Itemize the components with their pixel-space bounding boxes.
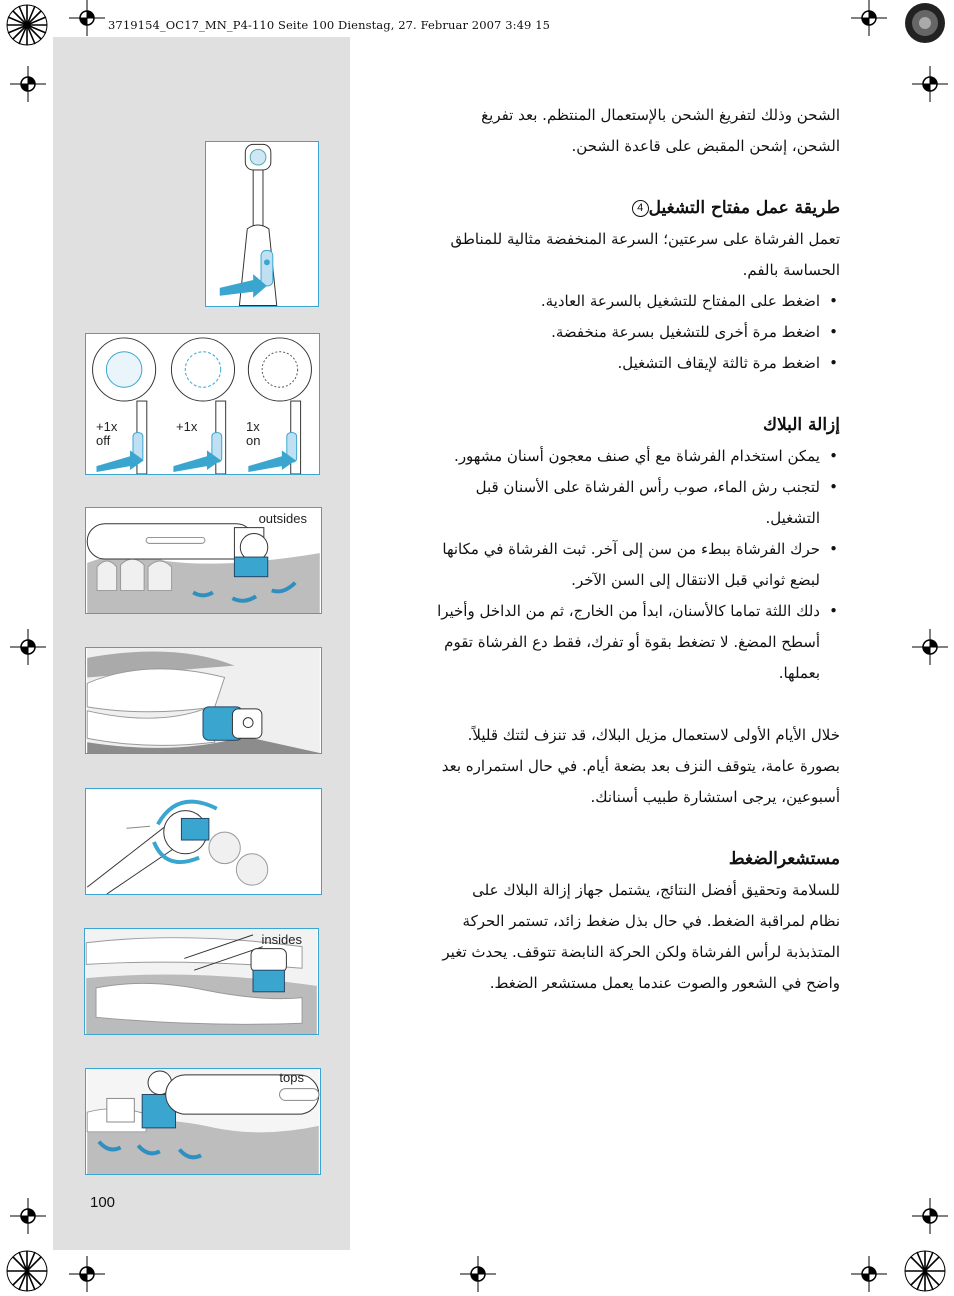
switch-bullets [410,286,840,379]
arabic-text-column [410,100,840,999]
bleeding-para-line-3: أسبوعين، يرجى استشارة طبيب أسنانك. [590,788,840,806]
figure-insides [84,928,319,1035]
list-item [410,596,840,689]
color-rosette-bottom-left [6,1250,48,1292]
registration-mark-bottom-1 [69,1256,105,1292]
list-item-line: • يمكن استخدام الفرشاة مع أي صنف معجون أسنان مشهور. [454,447,820,465]
registration-mark-top-2 [851,0,887,36]
list-item-line: • لتجنب رش الماء، صوب رأس الفرشاة على الأسنان قبل [475,478,820,496]
spacer [410,379,840,410]
registration-mark-right-2 [912,629,948,665]
registration-mark-bottom-2 [460,1256,496,1292]
list-item [410,534,840,596]
list-item-line: التشغيل. [765,509,820,527]
intro-line-2: الشحن، إشحن المقبض على قاعدة الشحن. [571,137,840,155]
figure-speed-modes [85,333,320,475]
outsides-label: outsides [258,511,307,526]
registration-mark-left-1 [10,66,46,102]
pressure-para-line-4: واضح في الشعور والصوت عندما يعمل مستشعر الضغط. [489,974,840,992]
bleeding-para-line-1: خلال الأيام الأولى لاستعمال مزيل البلاك، قد تنزف لثتك قليلاً. [467,726,840,744]
speed-modes-illustration [86,334,319,474]
print-slug-header: 3719154_OC17_MN_P4-110 Seite 100 Dienstag, 27. Februar 2007 3:49 15 [108,18,551,32]
list-item: • اضغط مرة أخرى للتشغيل بسرعة منخفضة. [410,317,840,348]
color-rosette-top-left [6,4,48,46]
list-item [410,472,840,534]
switch-para-line-1: تعمل الفرشاة على سرعتين؛ السرعة المنخفضة مثالية للمناطق [450,230,840,248]
switch-para-line-2: الحساسة بالفم. [742,261,840,279]
registration-mark-right-1 [912,66,948,102]
registration-mark-bottom-3 [851,1256,887,1292]
list-item [410,441,840,472]
registration-mark-left-2 [10,629,46,665]
figure-tops [85,1068,321,1175]
mode-label-3 [246,420,260,448]
list-item: • اضغط على المفتاح للتشغيل بالسرعة العادية. [410,286,840,317]
section-pressure-title: مستشعرالضغط [728,849,840,869]
figure-teeth-front [85,647,322,754]
teeth-front-illustration [86,648,321,753]
mode-label-2 [176,420,197,434]
rotating-head-illustration [86,789,321,894]
section-plaque-title: إزالة البلاك [762,415,840,435]
toothbrush-handle-illustration [206,142,318,306]
list-item-line: • دلك اللثة تماما كالأسنان، ابدأ من الخارج، ثم من الداخل وأخيرا [437,602,820,620]
mode-label-1-line1: +1x [96,419,118,434]
color-rosette-bottom-right [904,1250,946,1292]
section-switch-title-text: طريقة عمل مفتاح التشغيل [648,198,840,218]
spacer [410,162,840,193]
registration-mark-left-3 [10,1198,46,1234]
figure-outsides [85,507,322,614]
list-item-line: لبضع ثواني قبل الانتقال إلى السن الآخر. [571,571,820,589]
spacer [410,689,840,720]
pressure-para-line-2: نظام لمراقبة الضغط. في حال بذل ضغط زائد، تستمر الحركة [462,912,840,930]
mode-label-3-line2: on [246,433,261,448]
pressure-para-line-1: للسلامة وتحقيق أفضل النتائج، يشتمل جهاز إزالة البلاك على [472,881,840,899]
list-item: • اضغط مرة ثالثة لإيقاف التشغيل. [410,348,840,379]
mode-label-1 [96,420,117,448]
bleeding-para-line-2: بصورة عامة، يتوقف النزف بعد بضعة أيام. في حال استمراره بعد [441,757,840,775]
section-switch-title [410,193,840,224]
spacer [410,813,840,844]
list-item-line: أسطح المضغ. لا تضغط بقوة أو تفرك، فقط دع الفرشاة تقوم [444,633,820,651]
figure-handle-button [205,141,319,307]
gray-rosette-top-right [904,2,946,44]
list-item-line: بعملها. [778,664,820,682]
registration-mark-top-1 [69,0,105,36]
registration-mark-right-3 [912,1198,948,1234]
mode-label-2-line1: +1x [176,419,198,434]
mode-label-3-line1: 1x [246,419,260,434]
page-number: 100 [90,1194,116,1211]
mode-label-1-line2: off [96,433,111,448]
tops-label: tops [279,1070,304,1085]
figure-rotating-head [85,788,322,895]
plaque-bullets [410,441,840,689]
figure-reference-badge: 4 [632,200,649,217]
intro-line-1: الشحن وذلك لتفريغ الشحن بالإستعمال المنتظم. بعد تفريغ [481,106,840,124]
pressure-para-line-3: المتذبذبة لرأس الفرشاة ولكن الحركة النابضة تتوقف. يحدث تغير [442,943,840,961]
insides-label: insides [261,932,302,947]
list-item-line: • حرك الفرشاة ببطء من سن إلى آخر. ثبت الفرشاة في مكانها [442,540,820,558]
